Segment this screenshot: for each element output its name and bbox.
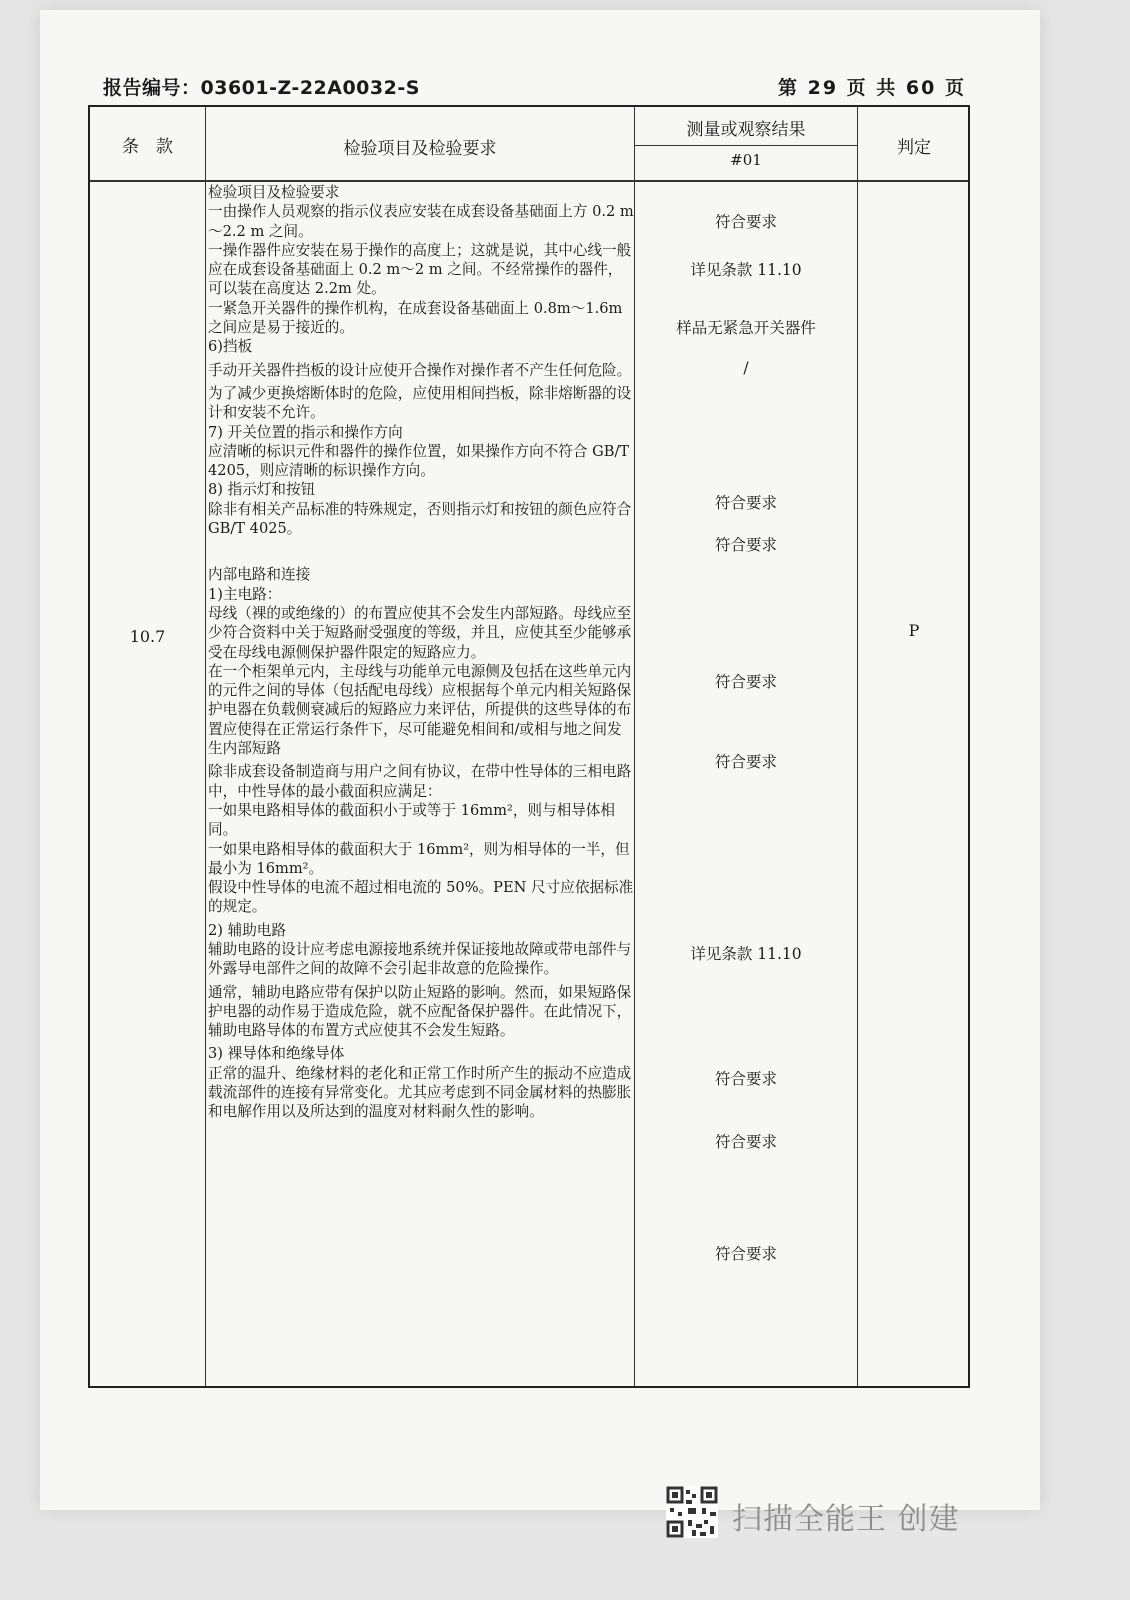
req-line: 通常，辅助电路应带有保护以防止短路的影响。然而，如果短路保护电器的动作易于造成危险，就不应配备保护器件。在此情况下，辅助电路导体的布置方式应使其不会发生短路。	[208, 983, 632, 1040]
report-number: 报告编号：03601-Z-22A0032-S	[103, 77, 420, 99]
result-item: 详见条款 11.10	[690, 261, 802, 279]
req-line: 1)主电路：	[208, 585, 282, 603]
req-line: 一紧急开关器件的操作机构，在成套设备基础面上 0.8m～1.6m 之间应是易于接近的。	[208, 299, 623, 337]
header-result: 测量或观察结果	[686, 120, 806, 140]
result-item: 符合要求	[714, 1070, 777, 1088]
req-line: 检验项目及检验要求	[208, 184, 340, 201]
req-line: 除非有相关产品标准的特殊规定，否则指示灯和按钮的颜色应符合 GB/T 4025。	[208, 500, 632, 538]
req-line: 除非成套设备制造商与用户之间有协议，在带中性导体的三相电路中，中性导体的最小截面积应满足：	[208, 763, 632, 800]
result-item: 符合要求	[714, 536, 777, 554]
result-item: 样品无紧急开关器件	[676, 319, 816, 337]
header-sample: #01	[730, 151, 762, 169]
scanner-watermark: 扫描全能王 创建	[732, 1502, 960, 1537]
qr-code-icon	[666, 1486, 718, 1538]
req-line: 7) 开关位置的指示和操作方向	[208, 423, 403, 441]
req-line: 手动开关器件挡板的设计应使开合操作对操作者不产生任何危险。	[208, 361, 632, 379]
clause-number: 10.7	[129, 627, 166, 646]
result-item: /	[743, 359, 749, 377]
result-subheader-divider	[634, 145, 857, 146]
req-line: 假设中性导体的电流不超过相电流的 50%。PEN 尺寸应依据标准的规定。	[208, 879, 634, 916]
result-item: 详见条款 11.10	[690, 945, 802, 963]
column-divider	[634, 107, 635, 1386]
req-line: 母线（裸的或绝缘的）的布置应使其不会发生内部短路。母线应至少符合资料中关于短路耐受强度的等级，并且，应使其至少能够承受在母线电源侧保护器件限定的短路应力。	[208, 604, 632, 661]
req-line: 内部电路和连接	[208, 566, 311, 584]
req-line: 一操作器件应安装在易于操作的高度上；这就是说，其中心线一般应在成套设备基础面上 0.2 m～2 m 之间。不经常操作的器件，可以装在高度达 2.2m 处。	[208, 241, 632, 298]
req-line: 一由操作人员观察的指示仪表应安装在成套设备基础面上方 0.2 m～2.2 m 之间。	[208, 203, 634, 240]
req-line: 应清晰的标识元件和器件的操作位置，如果操作方向不符合 GB/T 4205，则应清晰的标识操作方向。	[208, 442, 630, 480]
result-item: 符合要求	[714, 753, 777, 771]
inspection-table	[88, 105, 970, 1388]
req-line: 正常的温升、绝缘材料的老化和正常工作时所产生的振动不应造成载流部件的连接有异常变化。尤其应考虑到不同金属材料的热膨胀和电解作用以及所达到的温度对材料耐久性的影响。	[208, 1064, 632, 1121]
verdict-value: P	[908, 621, 920, 640]
result-item: 符合要求	[714, 1133, 777, 1151]
req-line: 为了减少更换熔断体时的危险，应使用相间挡板，除非熔断器的设计和安装不允许。	[208, 384, 632, 422]
result-item: 符合要求	[714, 213, 777, 231]
req-line: 6)挡板	[208, 338, 253, 356]
header-divider	[90, 180, 968, 182]
req-line: 8) 指示灯和按钮	[208, 481, 316, 499]
header-items: 检验项目及检验要求	[343, 139, 497, 159]
req-line: 一如果电路相导体的截面积大于 16mm²，则为相导体的一半，但最小为 16mm²。	[208, 840, 630, 877]
req-line: 2) 辅助电路	[208, 921, 286, 939]
header-verdict: 判定	[897, 138, 931, 158]
req-line: 一如果电路相导体的截面积小于或等于 16mm²，则与相导体相同。	[208, 801, 615, 839]
page-number: 第 29 页 共 60 页	[778, 77, 966, 99]
header-clause: 条 款	[122, 137, 173, 157]
column-divider	[205, 107, 206, 1386]
result-item: 符合要求	[714, 1245, 777, 1263]
req-line: 在一个柜架单元内，主母线与功能单元电源侧及包括在这些单元内的元件之间的导体（包括配电母线）应根据每个单元内相关短路保护电器在负载侧衰减后的短路应力来评估，所提供的这些导体的布置应使得在正常运行条件下，尽可能避免相间和/或相与地之间发生内部短路	[208, 662, 632, 758]
req-line: 3) 裸导体和绝缘导体	[208, 1045, 345, 1063]
req-line: 辅助电路的设计应考虑电源接地系统并保证接地故障或带电部件与外露导电部件之间的故障不会引起非故意的危险操作。	[208, 940, 632, 978]
requirements-text	[208, 183, 634, 1122]
result-item: 符合要求	[714, 494, 777, 512]
result-item: 符合要求	[714, 673, 777, 691]
column-divider	[857, 107, 858, 1386]
